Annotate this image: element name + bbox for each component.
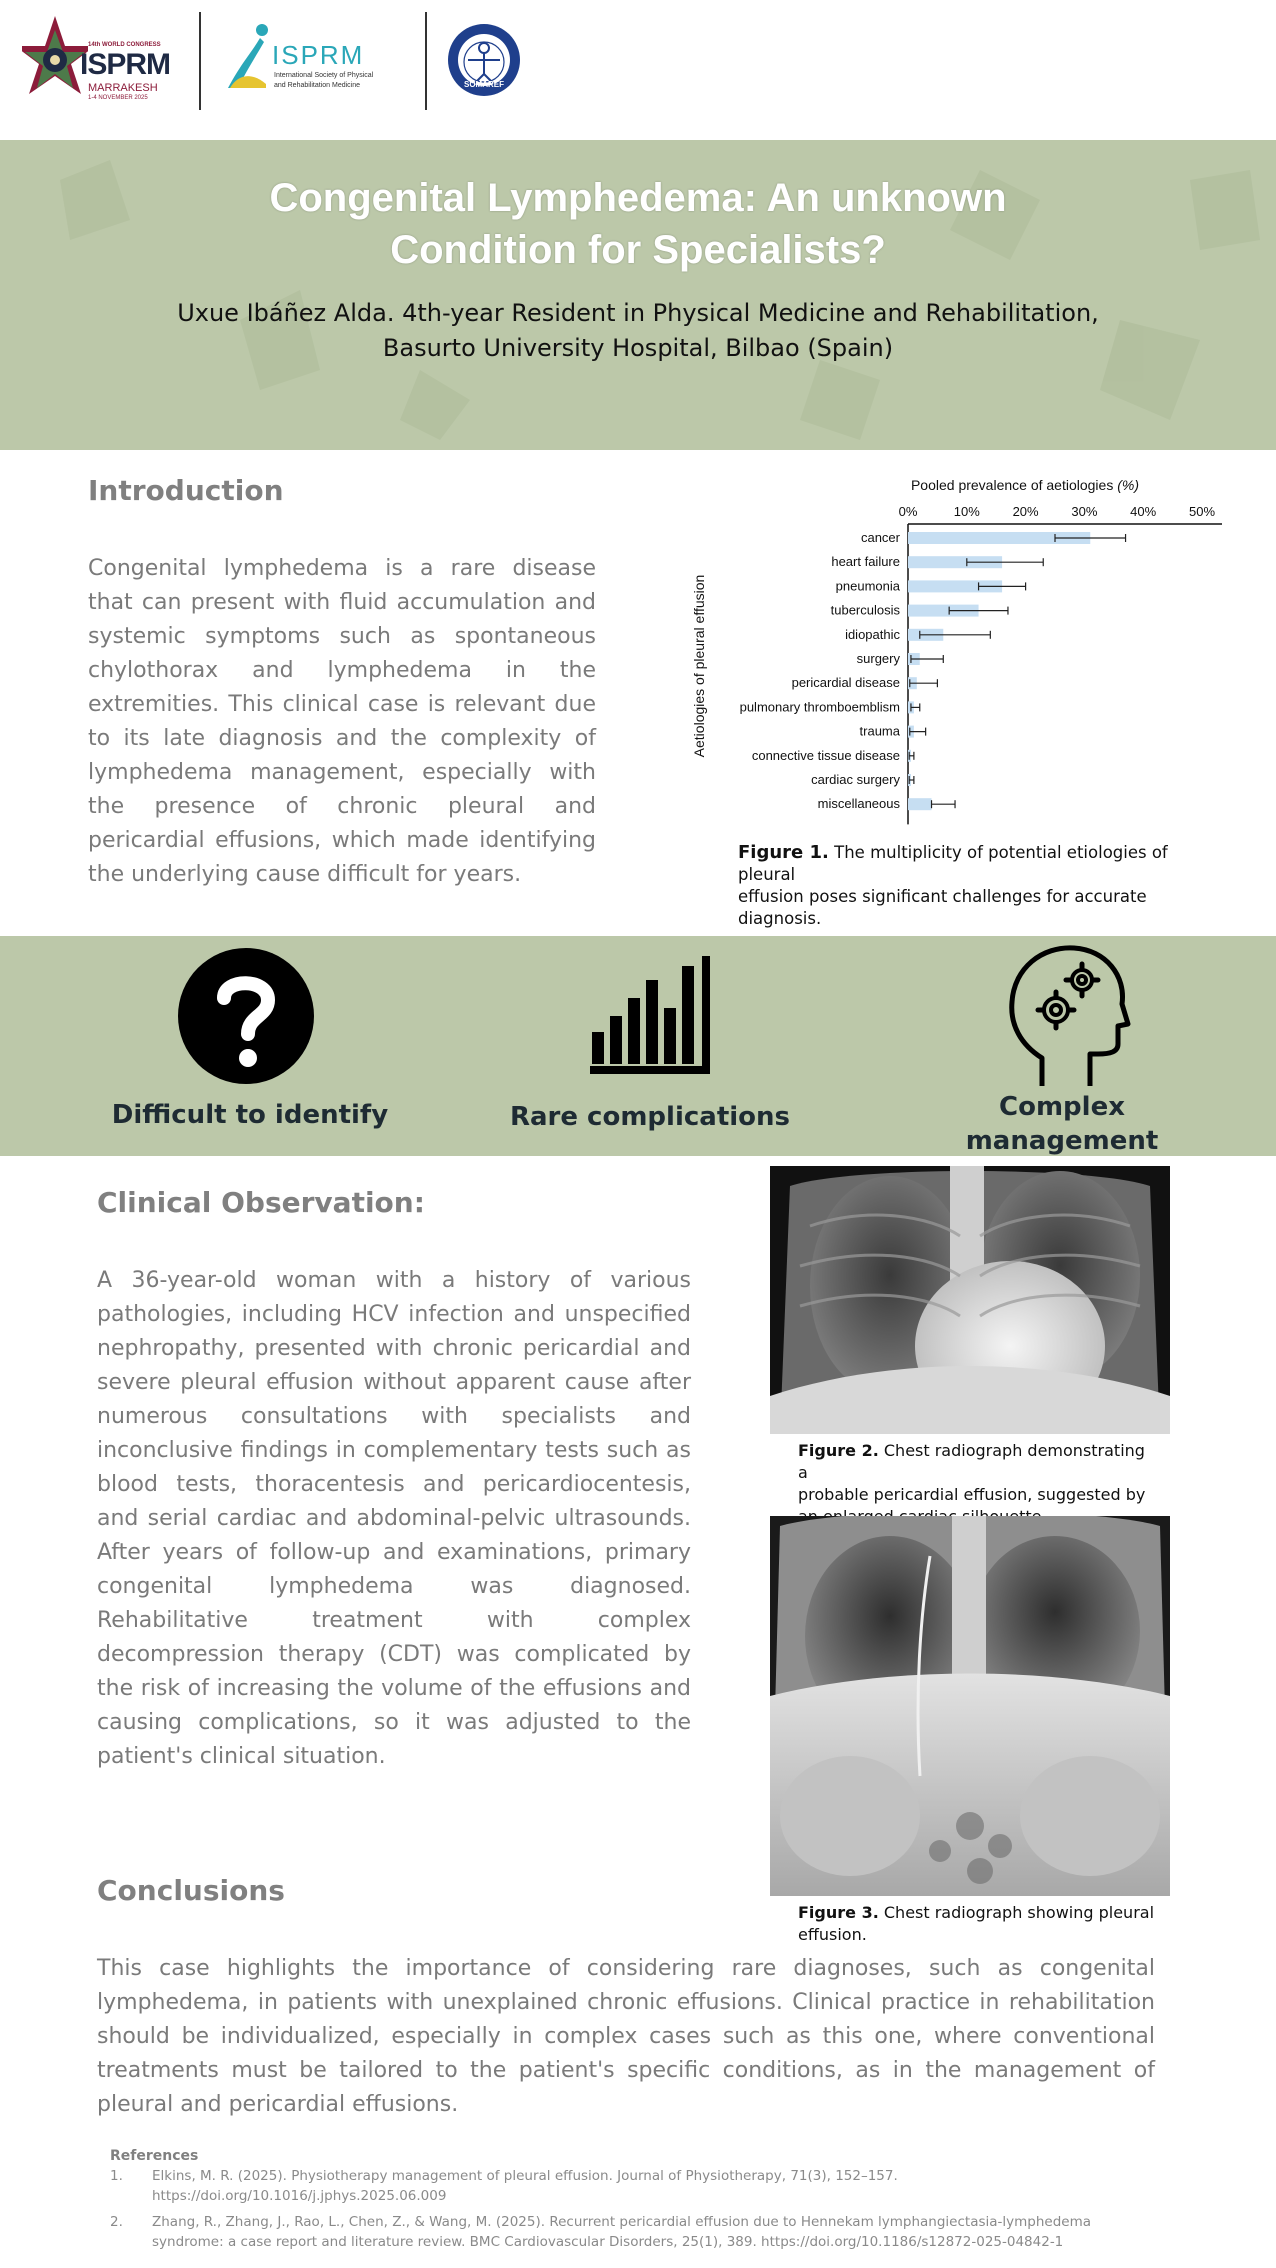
star-emblem-icon [22, 12, 88, 108]
logo-bar [0, 0, 1276, 140]
chart-title: Pooled prevalence of aetiologies (%) [910, 477, 1140, 493]
chest-xray-icon [770, 1166, 1170, 1434]
icon-label-complex [912, 1090, 1212, 1158]
references-title: References [110, 2148, 199, 2164]
author-line-1: Uxue Ibáñez Alda. 4th-year Resident in Physical Medicine and Rehabilitation, [177, 299, 1099, 327]
logo-separator [199, 12, 201, 110]
poster-title [0, 172, 1276, 276]
figure3-caption-line2: effusion. [798, 1925, 867, 1944]
isprm-logo-text: ISPRM [272, 40, 365, 70]
chart-category-label: idiopathic [845, 626, 900, 642]
chest-xray-icon [770, 1516, 1170, 1896]
chart-category-label: heart failure [831, 554, 900, 570]
isprm-figure-icon [222, 22, 274, 92]
somaref-ring-text [446, 22, 447, 23]
figure2-label: Figure 2. [798, 1441, 879, 1460]
figure2-xray-image [770, 1166, 1170, 1434]
isprm-sub2: and Rehabilitation Medicine [274, 82, 360, 89]
reference-item [110, 2166, 1210, 2206]
icon-item-difficult [100, 948, 400, 1148]
figure3-caption [798, 1902, 1158, 1946]
author-block [0, 296, 1276, 366]
isprm-logo [222, 22, 412, 102]
clinical-heading: Clinical Observation: [97, 1186, 425, 1219]
reference-item [110, 2212, 1210, 2252]
chart-ylabel: Aetiologies of pleural effusion [691, 574, 707, 758]
figure3-xray-image [770, 1516, 1170, 1896]
icon-band [0, 936, 1276, 1156]
chart-x-tick-label: 40% [1130, 504, 1157, 519]
chart-x-tick-label: 0% [898, 504, 918, 519]
chart-x-tick-label: 20% [1012, 504, 1039, 519]
introduction-heading: Introduction [88, 474, 284, 507]
congress-logo-text: ISPRM [80, 48, 171, 81]
icon-label-complex-line2: management [965, 1126, 1159, 1156]
chart-category-label: pneumonia [835, 578, 900, 594]
conclusions-text: This case highlights the importance of considering rare diagnoses, such as congenital lymphedema, in patients with unexplained chronic effusions. Clinical practice in rehabilitation should be individualized, especially in complex cases such as this one, where conventional treatments must be tailored to the patient's specific conditions, as in the management of pleural and pericardial effusions. [97, 1956, 1155, 2117]
title-band [0, 140, 1276, 450]
congress-logo [22, 12, 182, 112]
chart-category-label: surgery [856, 651, 900, 666]
icon-item-rare [500, 954, 800, 1154]
figure3-caption-line1: Chest radiograph showing pleural [883, 1903, 1155, 1922]
reference-number: 1. [110, 2168, 123, 2184]
chart-category-label: trauma [859, 723, 900, 739]
chart-bar [908, 798, 932, 810]
logo-separator [425, 12, 427, 110]
figure2-caption [798, 1440, 1158, 1528]
chart-x-tick-label: 50% [1188, 504, 1216, 519]
congress-city: MARRAKESH [88, 82, 158, 94]
bar-chart-icon [588, 954, 712, 1078]
somaref-logo-text: SOMAREF [464, 80, 504, 89]
reference-text: Zhang, R., Zhang, J., Rao, L., Chen, Z., & Wang, M. (2025). Recurrent pericardial effusion due to Hennekam lymphangiectasia-lymphedema [152, 2214, 1092, 2230]
introduction-text: Congenital lymphedema is a rare disease that can present with fluid accumulation and systemic symptoms such as spontaneous chylothorax and lymphedema in the extremities. This clinical case is relevant due to its late diagnosis and the complexity of lymphedema management, especially with the presence of chronic pleural and pericardial effusions, which made identifying the underlying cause difficult for years. [88, 556, 596, 887]
reference-number: 2. [110, 2214, 123, 2230]
chart-category-label: pericardial disease [791, 675, 900, 691]
icon-label-rare: Rare complications [509, 1102, 791, 1132]
reference-link[interactable]: https://doi.org/10.1016/j.jphys.2025.06.009 [152, 2188, 447, 2204]
chart-category-label: cardiac surgery [811, 772, 900, 787]
chart-category-label: tuberculosis [830, 602, 900, 618]
author-line-2: Basurto University Hospital, Bilbao (Spain) [382, 334, 894, 362]
chart-category-label: cancer [860, 530, 900, 545]
figure1-caption [738, 842, 1208, 930]
isprm-sub1: International Society of Physical [274, 72, 374, 79]
chart-category-label: miscellaneous [817, 796, 900, 812]
chart-x-tick-label: 10% [953, 504, 980, 519]
figure2-caption-line1: Chest radiograph demonstrating a [798, 1441, 1145, 1482]
clinical-text: A 36-year-old woman with a history of various pathologies, including HCV infection and unspecified nephropathy, presented with chronic pericardial and severe pleural effusion without apparent cause after numerous consultations with specialists and inconclusive findings in complementary tests such as blood tests, thoracentesis and pericardiocentesis, and serial cardiac and abdominal-pelvic ultrasounds. After years of follow-up and examinations, primary congenital lymphedema was diagnosed. Rehabilitative treatment with complex decompression therapy (CDT) was complicated by the risk of increasing the volume of the effusions and causing complications, so it was adjusted to the patient's clinical situation. [97, 1268, 691, 1769]
figure3-label: Figure 3. [798, 1903, 879, 1922]
figure2-caption-line2: probable pericardial effusion, suggested by [798, 1485, 1146, 1504]
title-line-1: Congenital Lymphedema: An unknown [269, 176, 1007, 220]
chart-category-label: connective tissue disease [751, 747, 900, 763]
icon-label-complex-line1: Complex [999, 1092, 1125, 1122]
somaref-logo [446, 22, 522, 98]
figure1-caption-line2: effusion poses significant challenges for accurate diagnosis. [738, 887, 1147, 928]
aetiologies-chart [680, 468, 1240, 828]
question-icon [178, 948, 314, 1084]
head-gears-icon [1002, 940, 1132, 1090]
reference-text-cont: syndrome: a case report and literature review. BMC Cardiovascular Disorders, 25(1), 389. https://doi.org/10.1186/s12872-025-04842-1 [152, 2234, 1064, 2250]
references-list [110, 2166, 1210, 2252]
congress-dates: 1-4 NOVEMBER 2025 [88, 95, 148, 101]
reference-text: Elkins, M. R. (2025). Physiotherapy management of pleural effusion. Journal of Physiotherapy, 71(3), 152–157. [152, 2168, 898, 2184]
icon-label-difficult: Difficult to identify [111, 1100, 389, 1130]
congress-small-top: 14th WORLD CONGRESS [88, 42, 161, 48]
conclusions-heading: Conclusions [97, 1874, 285, 1907]
chart-category-label: pulmonary thromboemblism [739, 699, 900, 715]
figure1-label: Figure 1. [738, 842, 829, 863]
title-line-2: Condition for Specialists? [390, 228, 886, 272]
figure1-caption-line1: The multiplicity of potential etiologies of pleural [738, 843, 1168, 884]
icon-item-complex [912, 940, 1212, 1156]
chart-x-tick-label: 30% [1071, 504, 1098, 519]
